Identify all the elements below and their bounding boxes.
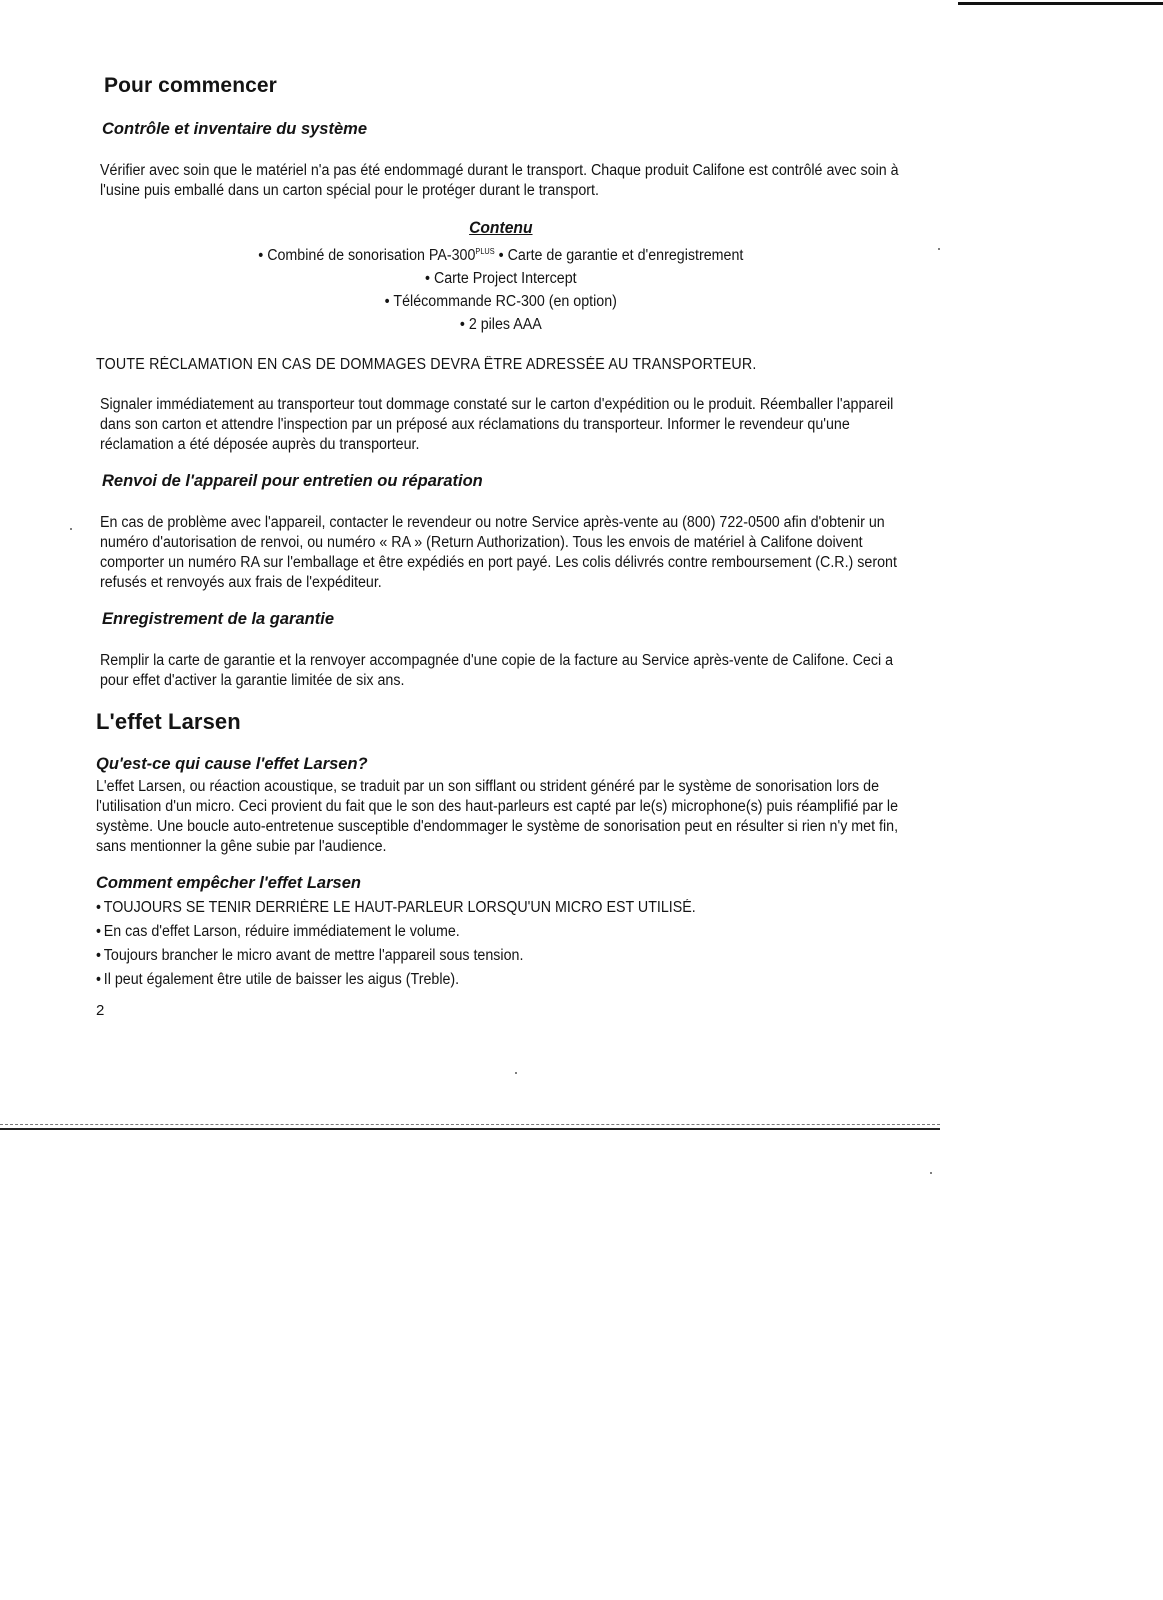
section-title-larsen: L'effet Larsen	[96, 709, 241, 735]
contents-item	[96, 240, 906, 267]
contents-item	[96, 267, 906, 290]
heading-larsen-cause: Qu'est-ce qui cause l'effet Larsen?	[96, 755, 368, 774]
model-superscript: PLUS	[475, 247, 495, 256]
section-title-start: Pour commencer	[104, 74, 277, 97]
contents-item-label: 2 piles AAA	[468, 316, 542, 334]
paragraph-system-check: Vérifier avec soin que le matériel n'a pas été endommagé durant le transport. Chaque produit Califone est contrôlé avec soin à l'usine puis emballé dans un carton spécial pour le protéger durant le transport.	[100, 162, 899, 199]
contents-item-warranty-card: Carte de garantie et d'enregistrement	[507, 247, 744, 265]
paragraph-larsen-cause: L'effet Larsen, ou réaction acoustique, se traduit par un son sifflant ou strident généré par le système de sonorisation lors de l'utilisation d'un micro. Ceci provient du fait que le son des haut-parleurs est capté par le(s) microphone(s) puis réamplifié par le système. Une boucle auto-entretenue susceptible d'endommager le système de sonorisation peut en résulter si rien n'y met fin, sans mentionner la gêne subie par l'audience.	[96, 778, 899, 856]
bullet-icon: •	[258, 247, 264, 265]
contents-item	[96, 313, 906, 336]
paragraph-warranty: Remplir la carte de garantie et la renvoyer accompagnée d'une copie de la facture au Service après-vente de Califone. Ceci a pour effet d'activer la garantie limitée de six ans.	[100, 652, 894, 690]
list-item: • Il peut également être utile de baisser les aigus (Treble).	[96, 968, 906, 992]
heading-larsen-prevent: Comment empêcher l'effet Larsen	[96, 874, 361, 893]
scan-speck	[515, 1072, 517, 1074]
scan-speck	[938, 248, 940, 250]
bullet-icon: •	[498, 247, 504, 265]
contents-item-label: Carte Project Intercept	[433, 270, 577, 288]
list-item: • Toujours brancher le micro avant de mettre l'appareil sous tension.	[96, 944, 906, 968]
list-item: • TOUJOURS SE TENIR DERRIÈRE LE HAUT-PARLEUR LORSQU'UN MICRO EST UTILISÉ.	[96, 896, 906, 920]
contents-list	[96, 218, 906, 336]
heading-return: Renvoi de l'appareil pour entretien ou réparation	[102, 472, 483, 491]
bottom-dashed-rule	[0, 1124, 940, 1125]
heading-system-check: Contrôle et inventaire du système	[102, 120, 367, 138]
contents-title: Contenu	[469, 218, 533, 237]
scan-speck	[930, 1172, 932, 1174]
bottom-solid-rule	[0, 1128, 940, 1130]
top-edge-rule	[958, 2, 1163, 5]
contents-item	[96, 290, 906, 313]
paragraph-claim: Signaler immédiatement au transporteur tout dommage constaté sur le carton d'expédition ou le produit. Réemballer l'appareil dans son carton et attendre l'inspection par un préposé aux réclamations du transporteur. Informer le revendeur qu'une réclamation a été déposée auprès du transporteur.	[100, 396, 894, 454]
larsen-prevention-list	[96, 896, 906, 992]
paragraph-return: En cas de problème avec l'appareil, contacter le revendeur ou notre Service après-vente au (800) 722-0500 afin d'obtenir un numéro d'autorisation de renvoi, ou numéro « RA » (Return Authorization). Tous les envois de matériel à Califone doivent comporter un numéro RA sur l'emballage et être expédiés en port payé. Les colis délivrés contre remboursement (C.R.) seront refusés et renvoyés aux frais de l'expéditeur.	[100, 514, 897, 592]
list-item: • En cas d'effet Larson, réduire immédiatement le volume.	[96, 920, 906, 944]
bullet-icon: •	[424, 270, 430, 288]
page-content	[96, 74, 916, 1019]
page-number: 2	[96, 1002, 105, 1020]
claim-notice: TOUTE RÉCLAMATION EN CAS DE DOMMAGES DEVRA ÊTRE ADRESSÉE AU TRANSPORTEUR.	[96, 356, 757, 374]
scan-speck	[70, 528, 72, 530]
heading-warranty: Enregistrement de la garantie	[102, 610, 334, 629]
bullet-icon: •	[384, 293, 390, 311]
bullet-icon: •	[459, 316, 465, 334]
contents-item-pa300: Combiné de sonorisation PA-300	[267, 247, 476, 265]
contents-item-label: Télécommande RC-300 (en option)	[393, 293, 617, 311]
